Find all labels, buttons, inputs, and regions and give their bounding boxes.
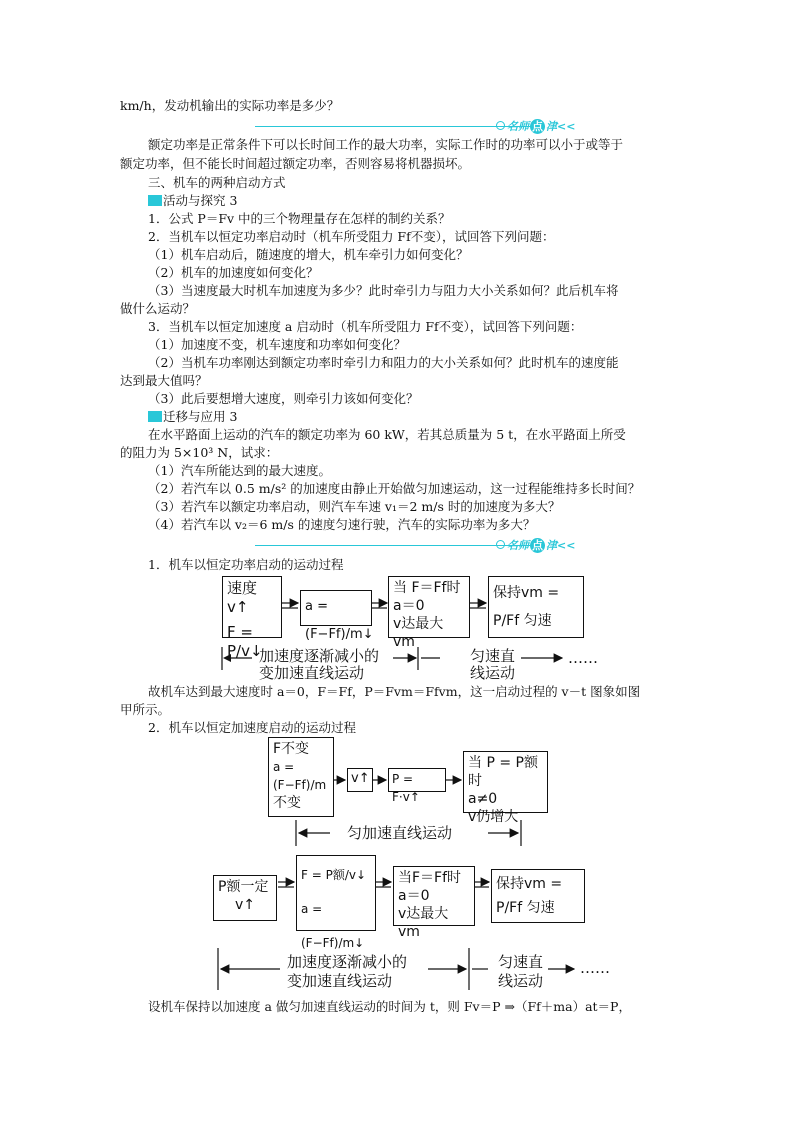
diagram1-box-speed: 速度v↑ F = P/v↓ — [222, 576, 282, 638]
text-line: 在水平路面上运动的汽车的额定功率为 60 kW，若其总质量为 5 t，在水平路面上所受 — [148, 427, 626, 442]
activity-heading: 活动与探究 3 — [148, 192, 237, 210]
diagram1-box-accel: a = (F−Ff)/m↓ — [300, 590, 372, 626]
section-heading: 三、机车的两种启动方式 — [148, 175, 286, 190]
text-line: （3）若汽车以额定功率启动，则汽车车速 v₁＝2 m/s 时的加速度为多大？ — [148, 499, 561, 514]
text-line: 3．当机车以恒定加速度 a 启动时（机车所受阻力 Ff不变），试回答下列问题： — [148, 319, 583, 334]
text-line: 1．公式 P＝Fv 中的三个物理量存在怎样的制约关系？ — [148, 211, 451, 226]
diagram2-box-power-up: P = F·v↑ — [388, 768, 446, 792]
text-line: km/h，发动机输出的实际功率是多少？ — [120, 98, 340, 113]
text-line: 故机车达到最大速度时 a＝0，F＝Ff，P＝Fvm＝Ffvm，这一启动过程的 v－t 图象如图 — [148, 684, 641, 699]
text-line: （1）机车启动后，随速度的增大，机车牵引力如何变化？ — [148, 247, 469, 262]
text-line: （3）当速度最大时机车加速度为多少？此时牵引力与阻力大小关系如何？此后机车将 — [148, 283, 619, 298]
text-line: 设机车保持以加速度 a 做匀加速直线运动的时间为 t，则 Fv＝P ⇒（Ff＋ma）at＝P， — [148, 999, 631, 1014]
diagram2-span2-line2: 线运动 — [498, 972, 544, 990]
text-line: （1）汽车所能达到的最大速度。 — [148, 463, 331, 478]
diagram1-span2-line1: 匀速直 — [470, 647, 516, 665]
text-line: 1．机车以恒定功率启动的运动过程 — [148, 557, 344, 572]
diagram2-span1-line1: 加速度逐渐减小的 — [287, 953, 408, 971]
text-line: 达到最大值吗？ — [120, 373, 208, 388]
diagram1-span2-line2: 线运动 — [470, 664, 516, 682]
text-line: 的阻力为 5×10³ N，试求： — [120, 445, 279, 460]
diagram1-dots: …… — [568, 649, 598, 667]
diagram2-box-force-constant: F不变 a = (F−Ff)/m 不变 — [268, 737, 334, 817]
diagram2-span1-line2: 变加速直线运动 — [287, 972, 393, 990]
text-line: 2．机车以恒定加速度启动的运动过程 — [148, 720, 356, 735]
diagram1-box-max-speed: 当 F＝Ff时 a＝0 v达最大vm — [388, 576, 470, 638]
diagram2-box-rated-power: 当 P = P额时 a≠0 v仍增大 — [463, 751, 548, 813]
text-line: （1）加速度不变，机车速度和功率如何变化？ — [148, 337, 406, 352]
mingshi-label: 名师 点 津<< — [496, 537, 575, 553]
text-line: （2）机车的加速度如何变化？ — [148, 265, 319, 280]
text-line: （2）当机车功率刚达到额定功率时牵引力和阻力的大小关系如何？此时机车的速度能 — [148, 355, 619, 370]
diagram2-box-uniform: 保持vm = P/Ff 匀速 — [491, 869, 585, 923]
text-line: 做什么运动？ — [120, 301, 196, 316]
diagram2-box-rated-const: P额一定 v↑ — [213, 875, 277, 921]
diagram1-span1-line2: 变加速直线运动 — [259, 664, 365, 682]
diagram1-span1-line1: 加速度逐渐减小的 — [259, 647, 380, 665]
diagram2-box-speed-up: v↑ — [347, 768, 373, 792]
diagram1-box-uniform: 保持vm = P/Ff 匀速 — [488, 576, 584, 638]
diagram2-span-uniform-accel: 匀加速直线运动 — [347, 824, 453, 842]
diagram2-box-force-decrease: F = P额/v↓ a = (F−Ff)/m↓ — [296, 855, 376, 931]
diagram2-box-max-speed: 当F＝Ff时 a＝0 v达最大vm — [393, 866, 475, 926]
text-line: 2．当机车以恒定功率启动时（机车所受阻力 Ff不变），试回答下列问题： — [148, 229, 555, 244]
text-line: （4）若汽车以 v₂＝6 m/s 的速度匀速行驶，汽车的实际功率为多大？ — [148, 517, 536, 532]
text-line: （2）若汽车以 0.5 m/s² 的加速度由静止开始做匀加速运动，这一过程能维持多长时间？ — [148, 481, 641, 496]
mingshi-label: 名师 点 津<< — [496, 118, 575, 134]
text-line: 额定功率，但不能长时间超过额定功率，否则容易将机器损坏。 — [120, 156, 471, 171]
text-line: 甲所示。 — [120, 702, 171, 717]
diagram2-span2-line1: 匀速直 — [498, 953, 544, 971]
text-line: （3）此后要想增大速度，则牵引力该如何变化？ — [148, 391, 419, 406]
diagram2-dots: …… — [580, 959, 610, 977]
text-line: 额定功率是正常条件下可以长时间工作的最大功率，实际工作时的功率可以小于或等于 — [148, 137, 624, 152]
application-heading: 迁移与应用 3 — [148, 408, 237, 426]
